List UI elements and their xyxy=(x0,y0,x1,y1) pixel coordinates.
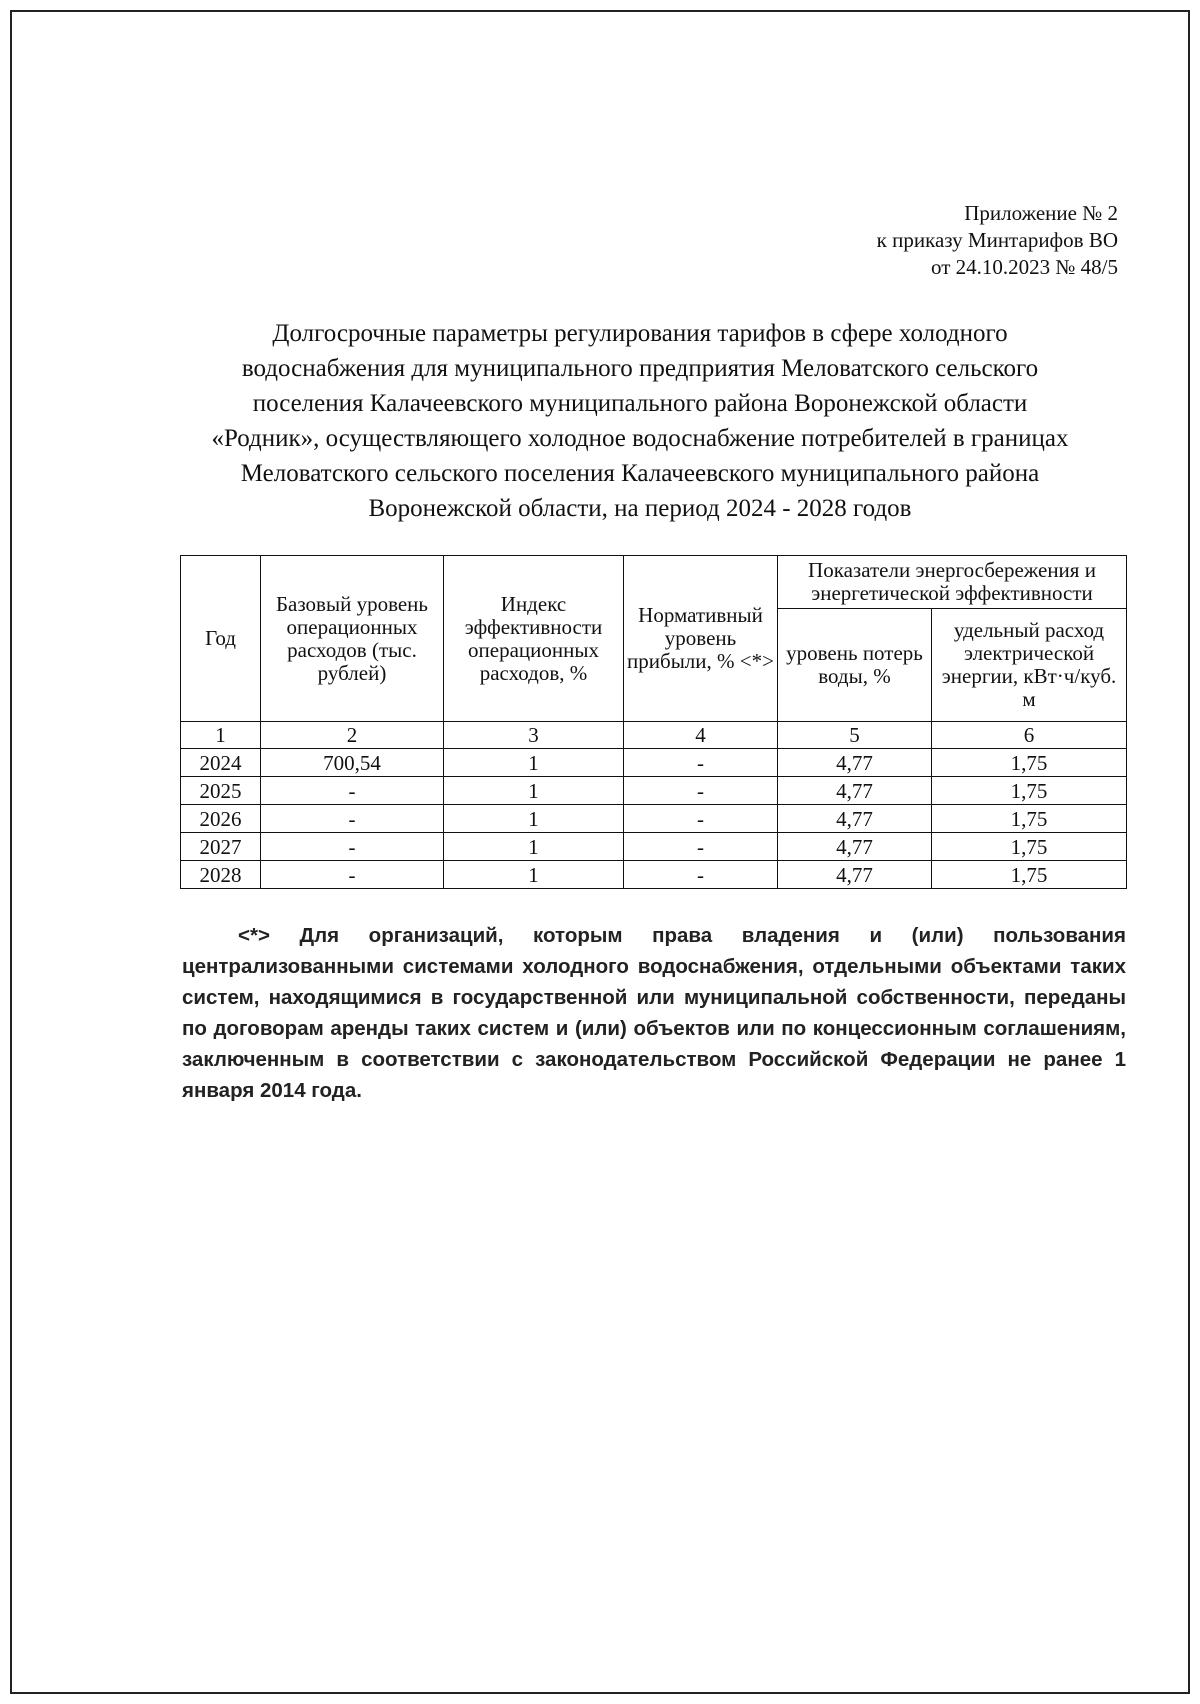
cell-electricity: 1,75 xyxy=(932,861,1127,889)
cell-base-level: - xyxy=(261,805,444,833)
appendix-date: от 24.10.2023 № 48/5 xyxy=(930,255,1118,279)
appendix-order: к приказу Минтарифов ВО xyxy=(876,228,1118,252)
cell-base-level: - xyxy=(261,777,444,805)
header-water-loss: уровень потерь воды, % xyxy=(778,609,932,722)
cell-electricity: 1,75 xyxy=(932,805,1127,833)
column-number: 6 xyxy=(932,722,1127,749)
cell-electricity: 1,75 xyxy=(932,777,1127,805)
cell-base-level: 700,54 xyxy=(261,749,444,777)
cell-year: 2024 xyxy=(181,749,261,777)
header-profit-level: Нормативный уровень прибыли, % <*> xyxy=(624,556,778,722)
cell-base-level: - xyxy=(261,861,444,889)
appendix-reference xyxy=(877,200,1118,281)
cell-base-level: - xyxy=(261,833,444,861)
column-number: 3 xyxy=(444,722,624,749)
title-line: «Родник», осуществляющего холодное водоснабжение потребителей в границах xyxy=(211,425,1069,452)
cell-efficiency-index: 1 xyxy=(444,749,624,777)
table-row xyxy=(181,861,1127,889)
cell-efficiency-index: 1 xyxy=(444,833,624,861)
cell-water-loss: 4,77 xyxy=(778,777,932,805)
header-electricity: удельный расход электрической энергии, кВт·ч/куб. м xyxy=(932,609,1127,722)
footnote-text: <*> Для организаций, которым права владения и (или) пользования централизованными системами холодного водоснабжения, отдельными объектами таких систем, находящимися в государственной или муниципальной собственности, переданы по договорам аренды таких систем и (или) объектов или по концессионным соглашениям, заключенным в соответствии с законодательством Российской Федерации не ранее 1 января 2014 года. xyxy=(182,924,1126,1102)
cell-profit-level: - xyxy=(624,777,778,805)
cell-electricity: 1,75 xyxy=(932,833,1127,861)
table-row xyxy=(181,777,1127,805)
cell-year: 2026 xyxy=(181,805,261,833)
appendix-number: Приложение № 2 xyxy=(964,201,1118,225)
cell-water-loss: 4,77 xyxy=(778,805,932,833)
cell-efficiency-index: 1 xyxy=(444,777,624,805)
header-energy-group: Показатели энергосбережения и энергетической эффективности xyxy=(778,556,1127,609)
header-year: Год xyxy=(181,556,261,722)
cell-water-loss: 4,77 xyxy=(778,833,932,861)
document-title xyxy=(160,316,1120,526)
title-line: Меловатского сельского поселения Калачеевского муниципального района xyxy=(240,460,1040,487)
column-number: 1 xyxy=(181,722,261,749)
header-base-level: Базовый уровень операционных расходов (тыс. рублей) xyxy=(261,556,444,722)
header-efficiency-index: Индекс эффективности операционных расходов, % xyxy=(444,556,624,722)
cell-profit-level: - xyxy=(624,861,778,889)
table-row xyxy=(181,833,1127,861)
cell-profit-level: - xyxy=(624,749,778,777)
column-number: 5 xyxy=(778,722,932,749)
cell-profit-level: - xyxy=(624,805,778,833)
cell-efficiency-index: 1 xyxy=(444,861,624,889)
cell-year: 2025 xyxy=(181,777,261,805)
tariff-parameters-table xyxy=(180,555,1127,889)
title-line: поселения Калачеевского муниципального района Воронежской области xyxy=(252,390,1028,417)
table-header-row xyxy=(181,556,1127,609)
column-number: 2 xyxy=(261,722,444,749)
cell-year: 2028 xyxy=(181,861,261,889)
cell-water-loss: 4,77 xyxy=(778,861,932,889)
column-number: 4 xyxy=(624,722,778,749)
cell-water-loss: 4,77 xyxy=(778,749,932,777)
table-row xyxy=(181,805,1127,833)
table-row xyxy=(181,749,1127,777)
cell-efficiency-index: 1 xyxy=(444,805,624,833)
cell-electricity: 1,75 xyxy=(932,749,1127,777)
title-line: Воронежской области, на период 2024 - 2028 годов xyxy=(368,495,912,522)
column-number-row xyxy=(181,722,1127,749)
title-line: Долгосрочные параметры регулирования тарифов в сфере холодного xyxy=(272,320,1008,347)
title-line: водоснабжения для муниципального предприятия Меловатского сельского xyxy=(241,355,1039,382)
cell-profit-level: - xyxy=(624,833,778,861)
footnote xyxy=(182,920,1126,1106)
cell-year: 2027 xyxy=(181,833,261,861)
